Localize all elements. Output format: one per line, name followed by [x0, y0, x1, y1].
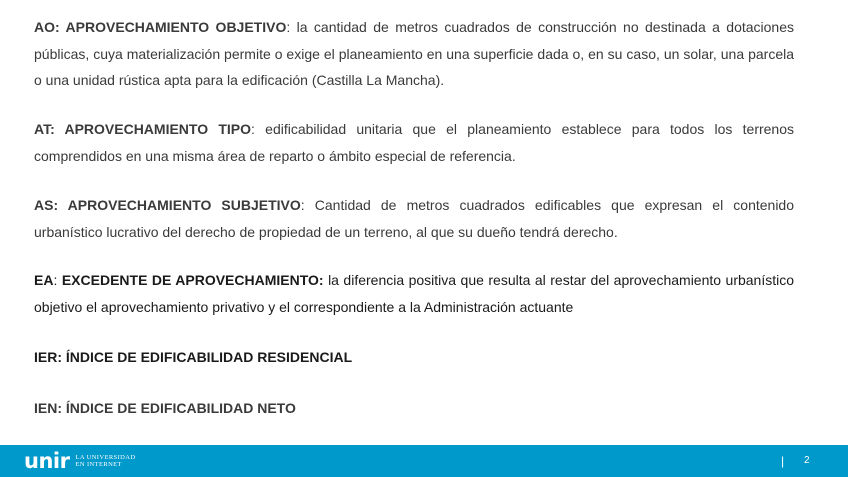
logo-wordmark: unir [24, 449, 70, 473]
footer-bar [0, 445, 848, 477]
heading-ien: IEN: ÍNDICE DE EDIFICABILIDAD NETO [34, 400, 296, 416]
definition-at [34, 116, 794, 169]
definition-ea [34, 267, 794, 320]
term-ea-abbr: EA [34, 272, 54, 288]
unir-logo [24, 450, 135, 472]
definition-as [34, 192, 794, 245]
logo-tagline-line2: EN INTERNET [75, 461, 122, 468]
term-ao: AO: APROVECHAMIENTO OBJETIVO [34, 19, 287, 35]
term-ea-sep: : [53, 272, 62, 288]
logo-tagline-line1: LA UNIVERSIDAD [75, 454, 136, 461]
term-at: AT: APROVECHAMIENTO TIPO [34, 121, 252, 137]
definition-as-text: : Cantidad de metros cuadrados edificables que expresan el contenido urbanístico lucrativo del derecho de propiedad de un terreno, al que su dueño tendrá derecho. [34, 197, 794, 240]
page-number: 2 [804, 455, 810, 466]
definition-ea-text: la diferencia positiva que resulta al restar del aprovechamiento urbanístico objetivo el aprovechamiento privativo y el correspondiente a la Administración actuante [34, 272, 795, 315]
heading-ier: IER: ÍNDICE DE EDIFICABILIDAD RESIDENCIAL [34, 349, 353, 365]
definition-ao-text: : la cantidad de metros cuadrados de construcción no destinada a dotaciones públicas, cuya materialización permite o exige el planeamiento en una superficie dada o, en su caso, un solar, una parcela o una unidad rústica apta para la edificación (Castilla La Mancha). [34, 19, 795, 88]
definition-at-text: : edificabilidad unitaria que el planeamiento establece para todos los terrenos comprendidos en una misma área de reparto o ámbito especial de referencia. [34, 121, 795, 164]
term-as: AS: APROVECHAMIENTO SUBJETIVO [34, 197, 301, 213]
term-ea: EXCEDENTE DE APROVECHAMIENTO: [61, 272, 324, 288]
logo-tagline [75, 454, 135, 468]
definition-ao [34, 14, 794, 94]
footer-separator: | [781, 454, 785, 468]
